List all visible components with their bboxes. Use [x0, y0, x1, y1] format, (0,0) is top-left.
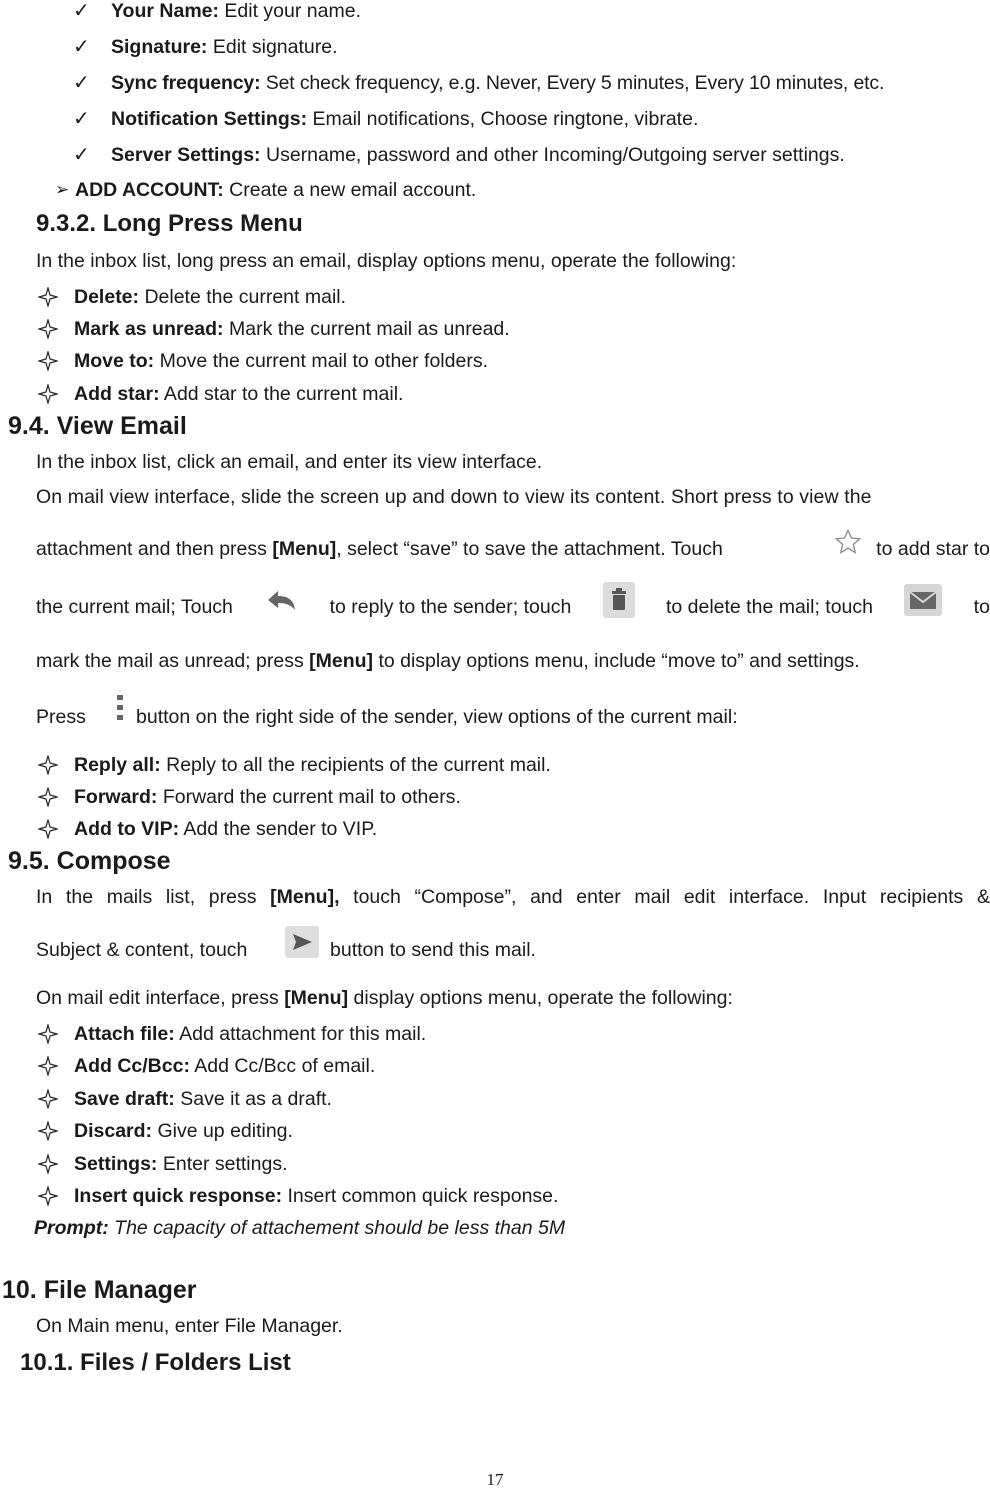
star-icon [834, 528, 862, 556]
send-icon [285, 926, 319, 958]
paragraph-line: the current mail; Touch to reply to the sender; touch to delete the mail; touch to [36, 596, 990, 619]
more-vertical-icon [113, 693, 127, 723]
section-heading-9-4: 9.4. View Email [8, 412, 187, 440]
diamond-bullet-icon [38, 755, 58, 775]
envelope-icon [904, 584, 942, 616]
paragraph-line: Subject & content, touch [36, 939, 248, 961]
reply-icon [264, 586, 298, 616]
paragraph-line: On mail view interface, slide the screen up and down to view its content. Short press to view the [36, 486, 872, 508]
list-item: Server Settings: Username, password and other Incoming/Outgoing server settings. [111, 144, 845, 166]
diamond-bullet-icon [38, 1121, 58, 1141]
chapter-heading-10: 10. File Manager [2, 1276, 197, 1304]
prompt-note: Prompt: The capacity of attachement should be less than 5M [34, 1217, 566, 1239]
trash-icon [603, 582, 635, 618]
paragraph-line: attachment and then press [Menu], select “save” to save the attachment. Touch to add star to [36, 538, 990, 561]
list-item: Sync frequency: Set check frequency, e.g. Never, Every 5 minutes, Every 10 minutes, etc. [111, 72, 885, 94]
checkmark-icon: ✓ [73, 142, 90, 166]
arrow-bullet-icon: ➢ [55, 180, 70, 200]
paragraph-line: On mail edit interface, press [Menu] display options menu, operate the following: [36, 987, 733, 1009]
diamond-bullet-icon [38, 351, 58, 371]
checkmark-icon: ✓ [73, 34, 90, 58]
list-item: Signature: Edit signature. [111, 36, 338, 58]
section-heading-9-3-2: 9.3.2. Long Press Menu [36, 210, 303, 237]
paragraph-line: button on the right side of the sender, view options of the current mail: [136, 706, 738, 728]
section-heading-10-1: 10.1. Files / Folders List [20, 1349, 291, 1376]
paragraph-line: Press [36, 706, 86, 728]
list-item: Mark as unread: Mark the current mail as unread. [74, 318, 510, 340]
list-item: Attach file: Add attachment for this mail. [74, 1023, 427, 1045]
diamond-bullet-icon [38, 787, 58, 807]
list-item: Settings: Enter settings. [74, 1153, 288, 1175]
add-account-item: ADD ACCOUNT: Create a new email account. [75, 179, 477, 201]
list-item: Move to: Move the current mail to other folders. [74, 350, 488, 372]
diamond-bullet-icon [38, 1154, 58, 1174]
diamond-bullet-icon [38, 1024, 58, 1044]
diamond-bullet-icon [38, 384, 58, 404]
paragraph-line: In the mails list, press [Menu], touch “Compose”, and enter mail edit interface. Input recipients & [36, 886, 990, 908]
list-item: Insert quick response: Insert common quick response. [74, 1185, 559, 1207]
diamond-bullet-icon [38, 287, 58, 307]
section-heading-9-5: 9.5. Compose [8, 847, 171, 875]
diamond-bullet-icon [38, 1056, 58, 1076]
list-item: Discard: Give up editing. [74, 1120, 293, 1142]
page-number: 17 [486, 1470, 504, 1489]
list-item: Forward: Forward the current mail to others. [74, 786, 461, 808]
list-item: Reply all: Reply to all the recipients of the current mail. [74, 754, 551, 776]
diamond-bullet-icon [38, 1089, 58, 1109]
list-item: Save draft: Save it as a draft. [74, 1088, 332, 1110]
list-item: Add star: Add star to the current mail. [74, 383, 404, 405]
checkmark-icon: ✓ [73, 106, 90, 130]
section-intro: In the inbox list, click an email, and enter its view interface. [36, 451, 543, 473]
list-item: Add Cc/Bcc: Add Cc/Bcc of email. [74, 1055, 376, 1077]
section-intro: In the inbox list, long press an email, display options menu, operate the following: [36, 250, 737, 272]
list-item: Your Name: Edit your name. [111, 0, 361, 22]
diamond-bullet-icon [38, 319, 58, 339]
diamond-bullet-icon [38, 819, 58, 839]
paragraph-line: mark the mail as unread; press [Menu] to display options menu, include “move to” and settings. [36, 650, 860, 672]
section-intro: On Main menu, enter File Manager. [36, 1315, 343, 1337]
checkmark-icon: ✓ [73, 70, 90, 94]
list-item: Delete: Delete the current mail. [74, 286, 347, 308]
list-item: Notification Settings: Email notifications, Choose ringtone, vibrate. [111, 108, 699, 130]
checkmark-icon: ✓ [73, 0, 90, 22]
paragraph-line: button to send this mail. [330, 939, 536, 961]
diamond-bullet-icon [38, 1186, 58, 1206]
list-item: Add to VIP: Add the sender to VIP. [74, 818, 378, 840]
